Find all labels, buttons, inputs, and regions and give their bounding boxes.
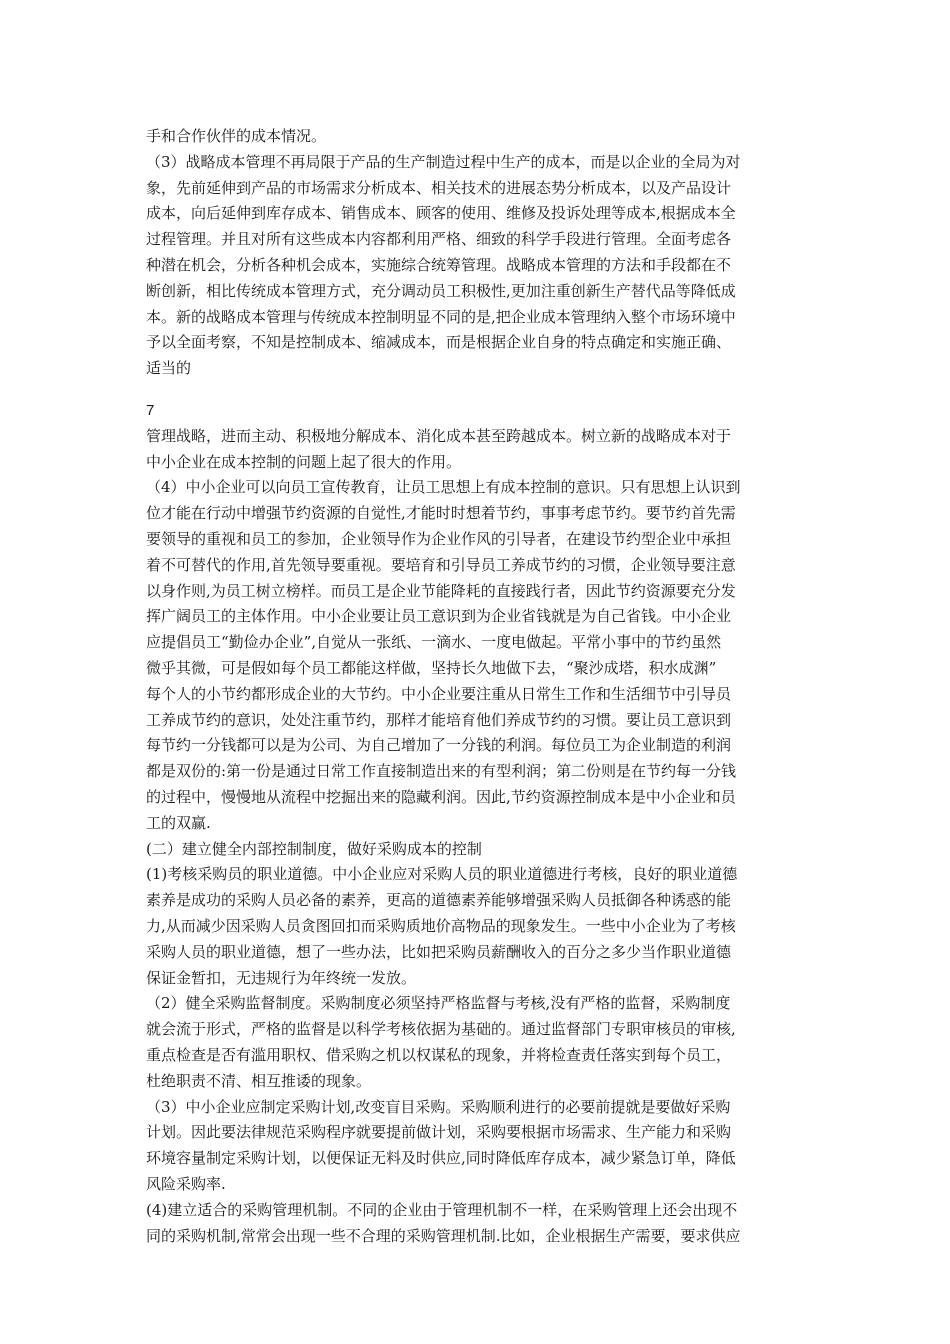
paragraph-line: 每节约一分钱都可以是为公司、为自己增加了一分钱的利润。每位员工为企业制造的利润 <box>146 736 732 755</box>
paragraph-line: （4）中小企业可以向员工宣传教育，让员工思想上有成本控制的意识。只有思想上认识到 <box>146 478 741 497</box>
paragraph-line: 环境容量制定采购计划，以便保证无料及时供应,同时降低库存成本，减少紧急订单，降低 <box>146 1149 736 1168</box>
paragraph-line: (1)考核采购员的职业道德。中小企业应对采购人员的职业道德进行考核，良好的职业道德 <box>146 865 738 884</box>
paragraph-line: 种潜在机会，分析各种机会成本，实施综合统筹管理。战略成本管理的方法和手段都在不 <box>146 255 732 274</box>
paragraph-line: 杜绝职责不清、相互推诿的现象。 <box>146 1071 372 1090</box>
paragraph-line: （3）中小企业应制定采购计划,改变盲目采购。采购顺利进行的必要前提就是要做好采购 <box>146 1097 731 1116</box>
paragraph-line: 工养成节约的意识，处处注重节约，那样才能培育他们养成节约的习惯。要让员工意识到 <box>146 710 732 729</box>
paragraph-line: 要领导的重视和员工的参加，企业领导作为企业作风的引导者，在建设节约型企业中承担 <box>146 529 732 548</box>
paragraph-line: 位才能在行动中增强节约资源的自觉性,才能时时想着节约，事事考虑节约。要节约首先需 <box>146 504 736 523</box>
paragraph-line: 象，先前延伸到产品的市场需求分析成本、相关技术的进展态势分析成本，以及产品设计 <box>146 178 732 197</box>
paragraph-line: (二）建立健全内部控制制度，做好采购成本的控制 <box>146 839 482 858</box>
paragraph-line: (4)建立适合的采购管理机制。不同的企业由于管理机制不一样，在采购管理上还会出现不 <box>146 1200 738 1219</box>
paragraph-line: 断创新，相比传统成本管理方式，充分调动员工积极性,更加注重创新生产替代品等降低成 <box>146 281 736 300</box>
paragraph-line: 以身作则,为员工树立榜样。而员工是企业节能降耗的直接践行者，因此节约资源要充分发 <box>146 581 736 600</box>
paragraph-line: 素养是成功的采购人员必备的素养，更高的道德素养能够增强采购人员抵御各种诱惑的能 <box>146 891 732 910</box>
paragraph-line: （3）战略成本管理不再局限于产品的生产制造过程中生产的成本，而是以企业的全局为对 <box>146 152 741 171</box>
text-block-lower <box>146 398 812 1249</box>
paragraph-line: 着不可替代的作用,首先领导要重视。要培育和引导员工养成节约的习惯，企业领导要注意 <box>146 555 736 574</box>
paragraph-line: 采购人员的职业道德，想了一些办法，比如把采购员薪酬收入的百分之多少当作职业道德 <box>146 942 732 961</box>
paragraph-line: 挥广阔员工的主体作用。中小企业要让员工意识到为企业省钱就是为自己省钱。中小企业 <box>146 607 732 626</box>
paragraph-line: 中小企业在成本控制的问题上起了很大的作用。 <box>146 452 462 471</box>
page-number: 7 <box>146 402 155 419</box>
paragraph-line: 每个人的小节约都形成企业的大节约。中小企业要注重从日常生工作和生活细节中引导员 <box>146 684 732 703</box>
paragraph-line: 手和合作伙伴的成本情况。 <box>146 127 327 145</box>
text-block-upper <box>146 124 812 382</box>
paragraph-line: 管理战略，进而主动、积极地分解成本、消化成本甚至跨越成本。树立新的战略成本对于 <box>146 426 732 445</box>
paragraph-line: 适当的 <box>146 359 192 378</box>
paragraph-line: 过程管理。并且对所有这些成本内容都利用严格、细致的科学手段进行管理。全面考虑各 <box>146 230 732 249</box>
paragraph-line: 工的双赢. <box>146 813 211 832</box>
paragraph-line: 都是双份的:第一份是通过日常工作直接制造出来的有型利润；第二份则是在节约每一分钱 <box>146 762 737 781</box>
paragraph-line: 风险采购率. <box>146 1174 226 1193</box>
paragraph-line: （2）健全采购监督制度。采购制度必须坚持严格监督与考核,没有严格的监督，采购制度 <box>146 994 731 1013</box>
paragraph-line: 就会流于形式，严格的监督是以科学考核依据为基础的。通过监督部门专职审核员的审核, <box>146 1020 736 1039</box>
paragraph-line: 计划。因此要法律规范采购程序就要提前做计划，采购要根据市场需求、生产能力和采购 <box>146 1123 732 1142</box>
paragraph-line: 的过程中，慢慢地从流程中挖掘出来的隐藏利润。因此,节约资源控制成本是中小企业和员 <box>146 787 736 806</box>
paragraph-line: 予以全面考察，不知是控制成本、缩减成本，而是根据企业自身的特点确定和实施正确、 <box>146 333 732 352</box>
paragraph-line: 重点检查是否有滥用职权、借采购之机以权谋私的现象，并将检查责任落实到每个员工， <box>146 1045 732 1064</box>
paragraph-line: 微乎其微，可是假如每个员工都能这样做，坚持长久地做下去，“聚沙成塔，积水成渊” <box>146 658 717 677</box>
paragraph-line: 应提倡员工“勤俭办企业”,自觉从一张纸、一滴水、一度电做起。平常小事中的节约虽然 <box>146 633 722 652</box>
paragraph-line: 同的采购机制,常常会出现一些不合理的采购管理机制.比如，企业根据生产需要，要求供应 <box>146 1226 741 1245</box>
paragraph-line: 成本，向后延伸到库存成本、销售成本、顾客的使用、维修及投诉处理等成本,根据成本全 <box>146 204 736 223</box>
paragraph-line: 保证金暂扣，无违规行为年终统一发放。 <box>146 968 417 987</box>
paragraph-line: 本。新的战略成本管理与传统成本控制明显不同的是,把企业成本管理纳入整个市场环境中 <box>146 307 736 326</box>
paragraph-line: 力,从而减少因采购人员贪图回扣而采购质地价高物品的现象发生。一些中小企业为了考核 <box>146 916 736 935</box>
